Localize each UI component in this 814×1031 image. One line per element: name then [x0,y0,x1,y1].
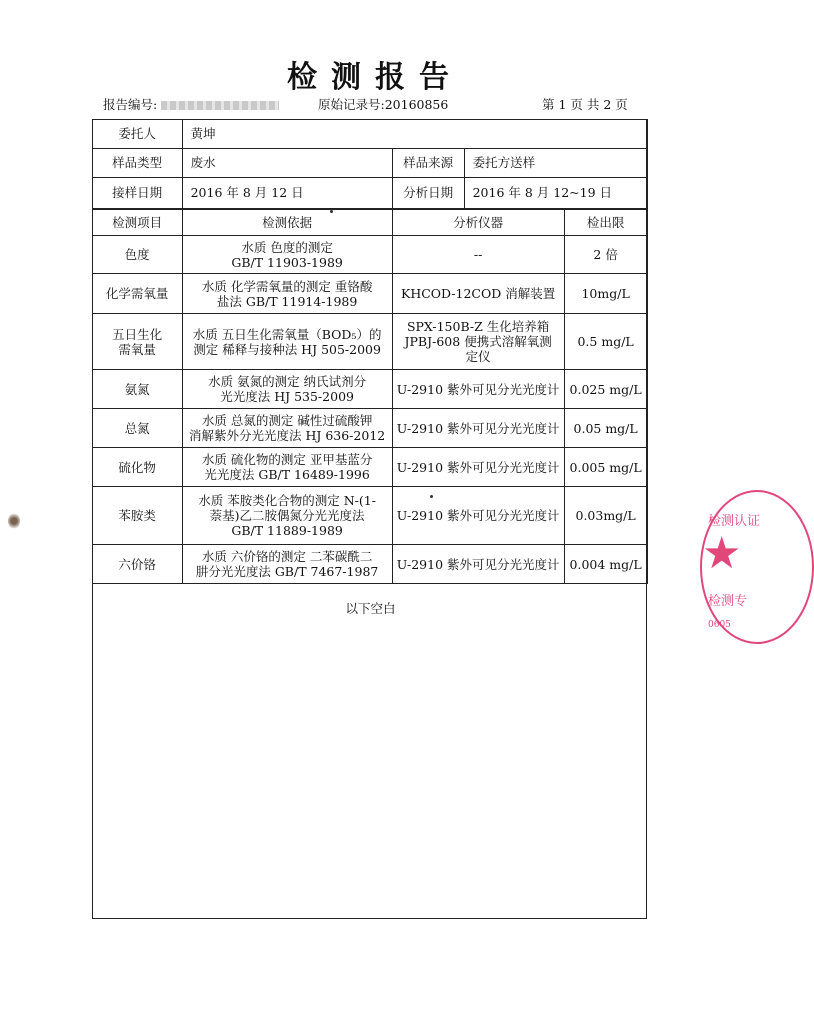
cell-line: SPX-150B-Z 生化培养箱 [406,319,550,334]
info-row-sample [92,148,647,177]
cell-basis [182,314,392,370]
cell-item [92,236,182,274]
cell-basis [182,274,392,314]
cell-limit: 0.05 mg/L [564,409,647,448]
seal-text-bottom: 检测专 [708,594,748,609]
cell-instrument [392,370,564,409]
report-number-label: 报告编号: [103,97,158,112]
cell-line: 需氧量 [118,341,156,357]
cell-limit: 0.03mg/L [564,487,647,545]
cell-instrument [392,448,564,487]
cell-line: 水质 氨氮的测定 纳氏试剂分 [208,374,367,389]
client-value: 黄坤 [182,119,647,148]
seal-number: 0605 [708,620,731,630]
cell-instrument [392,314,564,370]
cell-instrument [392,236,564,274]
info-row-dates [92,177,647,208]
column-header-basis: 检测依据 [182,210,392,236]
info-table [92,119,648,209]
cell-line: 五日生化 [112,326,163,342]
cell-line: U-2910 紫外可见分光光度计 [396,381,560,397]
cell-line: 水质 六价铬的测定 二苯碳酰二 [201,549,373,564]
test-items-table [92,209,648,584]
sample-source-value: 委托方送样 [464,148,647,177]
cell-line: 光光度法 GB/T 16489-1996 [204,467,370,482]
table-row [92,487,647,545]
sample-type-label: 样品类型 [92,148,182,177]
cell-limit: 0.5 mg/L [564,314,647,370]
cell-item [92,448,182,487]
original-record-label: 原始记录号: [318,97,385,112]
cell-line: 六价铬 [118,556,156,572]
seal-text-top: 检测认证 [708,514,761,529]
cell-line: U-2910 紫外可见分光光度计 [396,556,560,572]
analysis-date-label: 分析日期 [392,177,464,208]
cell-item [92,370,182,409]
cell-line: 色度 [124,247,150,262]
info-row-client [92,119,647,148]
cell-line: 测定 稀释与接种法 HJ 505-2009 [193,341,381,357]
cell-line: 光光度法 HJ 535-2009 [220,389,354,404]
cell-item [92,545,182,584]
page-info: 第 1 页 共 2 页 [542,97,628,112]
client-label: 委托人 [92,119,182,148]
cell-basis [182,409,392,448]
table-row [92,274,647,314]
receive-date-value: 2016 年 8 月 12 日 [182,177,392,208]
cell-item [92,314,182,370]
sample-source-label: 样品来源 [392,148,464,177]
cell-limit: 0.025 mg/L [564,370,647,409]
report-sheet [92,119,647,919]
cell-line: 氨氮 [124,381,150,397]
cell-line: -- [473,247,483,262]
cell-limit: 0.004 mg/L [564,545,647,584]
seal-star-icon: ★ [702,528,742,579]
cell-line: JPBJ-608 便携式溶解氧测 [404,334,552,349]
cell-basis [182,487,392,545]
original-record [318,95,448,113]
table-row [92,236,647,274]
cell-line: KHCOD-12COD 消解装置 [400,286,556,301]
cell-instrument [392,487,564,545]
cell-item [92,409,182,448]
cell-basis [182,370,392,409]
column-header-instrument: 分析仪器 [392,210,564,236]
cell-limit: 0.005 mg/L [564,448,647,487]
cell-instrument [392,545,564,584]
cell-item [92,487,182,545]
cell-line: 硫化物 [118,459,156,475]
redacted-report-number [161,101,279,110]
table-row [92,448,647,487]
cell-line: 苯胺类 [118,508,156,523]
cell-basis [182,545,392,584]
cell-line: 总氮 [124,420,150,436]
cell-item [92,274,182,314]
cell-line: U-2910 紫外可见分光光度计 [396,508,560,523]
cell-line: 定仪 [465,349,491,364]
cell-basis [182,236,392,274]
cell-line: GB/T 11903-1989 [231,254,343,270]
cell-line: 水质 苯胺类化合物的测定 N-(1- [198,493,376,508]
cell-line: U-2910 紫外可见分光光度计 [396,459,560,475]
sample-type-value: 废水 [182,148,392,177]
cell-line: 水质 色度的测定 [241,239,333,255]
report-title: 检测报告 [287,60,463,95]
cell-instrument [392,274,564,314]
cell-line: 肼分光光度法 GB/T 7467-1987 [195,564,379,579]
cell-line: 水质 总氮的测定 碱性过硫酸钾 [201,413,373,428]
cell-line: GB/T 11889-1989 [231,523,343,538]
table-row [92,409,647,448]
cell-line: 化学需氧量 [105,286,169,301]
cell-line: 萘基)乙二胺偶氮分光光度法 [209,508,365,523]
cell-line: 水质 五日生化需氧量（BOD₅）的 [192,326,382,342]
cell-line: 水质 硫化物的测定 亚甲基蓝分 [201,452,373,467]
table-row [92,370,647,409]
blank-below-note: 以下空白 [345,601,396,616]
table-row [92,314,647,370]
cell-line: 水质 化学需氧量的测定 重铬酸 [201,278,373,294]
table-row [92,545,647,584]
column-header-item: 检测项目 [92,210,182,236]
red-seal-stamp [700,490,814,644]
speck [430,495,433,498]
analysis-date-value: 2016 年 8 月 12~19 日 [464,177,647,208]
speck [330,210,333,213]
original-record-value: 20160856 [384,97,449,112]
ink-smudge [8,513,20,529]
cell-line: 消解紫外分光光度法 HJ 636-2012 [188,428,386,443]
cell-limit: 10mg/L [564,274,647,314]
table-header-row [92,210,647,236]
cell-line: U-2910 紫外可见分光光度计 [396,420,560,436]
cell-line: 盐法 GB/T 11914-1989 [216,293,358,309]
cell-limit: 2 倍 [564,236,647,274]
column-header-limit: 检出限 [564,210,647,236]
cell-instrument [392,409,564,448]
receive-date-label: 接样日期 [92,177,182,208]
report-number [103,95,279,113]
cell-basis [182,448,392,487]
